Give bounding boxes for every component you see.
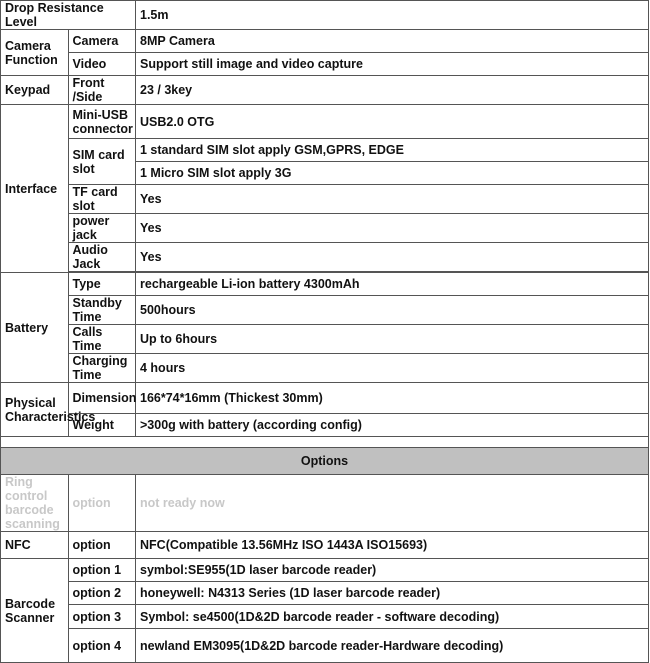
spec-value: newland EM3095(1D&2D barcode reader-Hardware decoding) bbox=[136, 629, 649, 663]
spec-key: Standby Time bbox=[68, 296, 136, 325]
spec-value: 166*74*16mm (Thickest 30mm) bbox=[136, 383, 649, 414]
table-row bbox=[1, 243, 649, 272]
spec-key: SIM card slot bbox=[68, 139, 136, 185]
spec-value: honeywell: N4313 Series (1D laser barcode reader) bbox=[136, 582, 649, 605]
spec-value: Yes bbox=[136, 214, 649, 243]
drop-value: 1.5m bbox=[136, 1, 649, 30]
spec-key: Audio Jack bbox=[68, 243, 136, 272]
spec-value: rechargeable Li-ion battery 4300mAh bbox=[136, 273, 649, 296]
table-row bbox=[1, 605, 649, 629]
interface-label: Interface bbox=[1, 105, 69, 273]
spec-key: option 1 bbox=[68, 559, 136, 582]
table-row bbox=[1, 30, 649, 53]
table-row bbox=[1, 53, 649, 76]
table-row bbox=[1, 629, 649, 663]
table-row bbox=[1, 559, 649, 582]
spec-value: Up to 6hours bbox=[136, 325, 649, 354]
table-row bbox=[1, 76, 649, 105]
table-row bbox=[1, 582, 649, 605]
spec-key: Mini-USB connector bbox=[68, 105, 136, 139]
spec-value: NFC(Compatible 13.56MHz ISO 1443A ISO15693) bbox=[136, 532, 649, 559]
spec-key: Type bbox=[68, 273, 136, 296]
table-row bbox=[1, 105, 649, 139]
spec-value: not ready now bbox=[136, 475, 649, 532]
camera-label: Camera Function bbox=[1, 30, 69, 76]
spec-key: Weight bbox=[68, 414, 136, 437]
spec-key: Charging Time bbox=[68, 354, 136, 383]
options-header-row bbox=[1, 448, 649, 475]
keypad-label: Keypad bbox=[1, 76, 69, 105]
battery-label: Battery bbox=[1, 273, 69, 383]
table-row bbox=[1, 296, 649, 325]
table-row bbox=[1, 273, 649, 296]
table-row bbox=[1, 1, 649, 30]
spec-key: Front /Side bbox=[68, 76, 136, 105]
spec-value: Yes bbox=[136, 243, 649, 272]
spec-value: 4 hours bbox=[136, 354, 649, 383]
nfc-label: NFC bbox=[1, 532, 69, 559]
table-row bbox=[1, 185, 649, 214]
options-title: Options bbox=[1, 448, 649, 475]
spec-value: USB2.0 OTG bbox=[136, 105, 649, 139]
spec-value: 8MP Camera bbox=[136, 30, 649, 53]
spec-key: Calls Time bbox=[68, 325, 136, 354]
spec-value: symbol:SE955(1D laser barcode reader) bbox=[136, 559, 649, 582]
physical-label: Physical Characteristics bbox=[1, 383, 69, 437]
spec-key: Dimension bbox=[68, 383, 136, 414]
table-row bbox=[1, 354, 649, 383]
table-row bbox=[1, 325, 649, 354]
spec-value: Symbol: se4500(1D&2D barcode reader - software decoding) bbox=[136, 605, 649, 629]
spec-key: Camera bbox=[68, 30, 136, 53]
spec-key: option 3 bbox=[68, 605, 136, 629]
spec-key: option bbox=[68, 532, 136, 559]
table-row bbox=[1, 475, 649, 532]
spacer-row bbox=[1, 437, 649, 448]
spec-value: 23 / 3key bbox=[136, 76, 649, 105]
spec-key: power jack bbox=[68, 214, 136, 243]
spec-value: 1 Micro SIM slot apply 3G bbox=[136, 162, 649, 185]
table-row bbox=[1, 214, 649, 243]
table-row bbox=[1, 414, 649, 437]
spec-value: Yes bbox=[136, 185, 649, 214]
table-row bbox=[1, 383, 649, 414]
spec-key: option bbox=[68, 475, 136, 532]
barcode-label: Barcode Scanner bbox=[1, 559, 69, 663]
ring-label: Ring control barcode scanning bbox=[1, 475, 69, 532]
table-row bbox=[1, 532, 649, 559]
drop-label: Drop Resistance Level bbox=[1, 1, 136, 30]
spec-value: 500hours bbox=[136, 296, 649, 325]
spec-value: 1 standard SIM slot apply GSM,GPRS, EDGE bbox=[136, 139, 649, 162]
spec-value: Support still image and video capture bbox=[136, 53, 649, 76]
spec-key: TF card slot bbox=[68, 185, 136, 214]
spec-key: option 2 bbox=[68, 582, 136, 605]
spec-key: Video bbox=[68, 53, 136, 76]
table-row bbox=[1, 139, 649, 162]
spec-key: option 4 bbox=[68, 629, 136, 663]
spec-value: >300g with battery (according config) bbox=[136, 414, 649, 437]
